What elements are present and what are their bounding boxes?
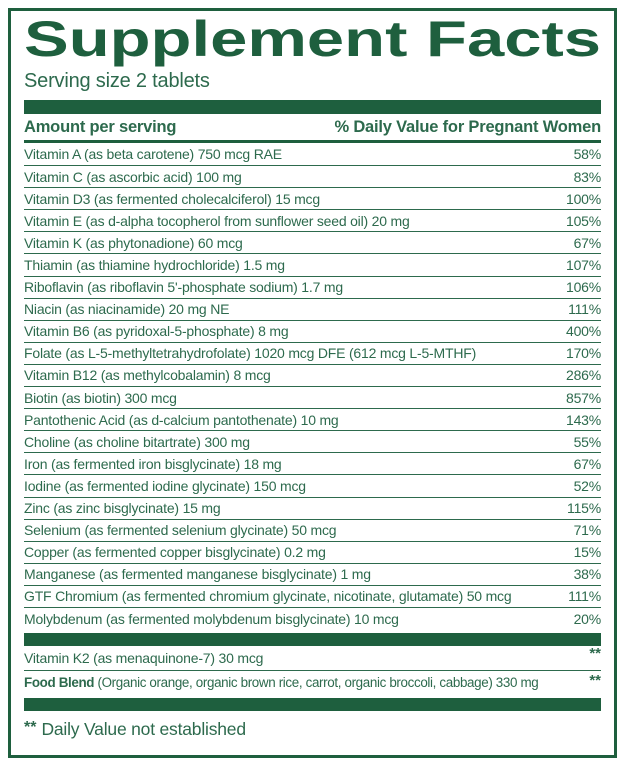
food-blend-label: Food Blend	[24, 675, 95, 691]
nutrient-name: Thiamin (as thiamine hydrochloride) 1.5 mg	[24, 257, 285, 274]
table-row	[24, 563, 601, 585]
nutrient-daily-value: 111%	[568, 588, 601, 605]
table-row	[24, 497, 601, 519]
table-row	[24, 320, 601, 342]
nutrient-name: Riboflavin (as riboflavin 5'-phosphate sodium) 1.7 mg	[24, 279, 343, 296]
nutrient-name: Vitamin B6 (as pyridoxal-5-phosphate) 8 mg	[24, 323, 289, 340]
nutrient-daily-value: 67%	[573, 455, 601, 472]
nutrient-name: Vitamin B12 (as methylcobalamin) 8 mcg	[24, 367, 271, 384]
nutrient-name: Iron (as fermented iron bisglycinate) 18 mg	[24, 455, 282, 472]
table-column-headers	[24, 114, 601, 143]
section-divider-bar-middle	[24, 633, 601, 646]
nutrient-name: Choline (as choline bitartrate) 300 mg	[24, 433, 250, 450]
nutrient-daily-value: 58%	[573, 146, 601, 163]
footnote-text: Daily Value not established	[41, 718, 246, 739]
nutrient-name: Vitamin E (as d-alpha tocopherol from sunflower seed oil) 20 mg	[24, 212, 410, 229]
nutrient-name: Pantothenic Acid (as d-calcium pantothenate) 10 mg	[24, 411, 339, 428]
nutrient-daily-value: 100%	[565, 190, 601, 207]
nutrient-daily-value: 71%	[573, 522, 601, 539]
nutrient-name: Vitamin D3 (as fermented cholecalciferol) 15 mcg	[24, 190, 320, 207]
nutrient-name: Vitamin K2 (as menaquinone-7) 30 mcg	[24, 650, 264, 667]
table-row	[24, 187, 601, 209]
table-row	[24, 430, 601, 452]
nutrient-daily-value: 115%	[567, 500, 601, 517]
table-row	[24, 585, 601, 607]
nutrient-name: Folate (as L-5-methyltetrahydrofolate) 1020 mcg DFE (612 mcg L-5-MTHF)	[24, 345, 477, 362]
nutrient-daily-value: 20%	[573, 610, 601, 627]
table-row	[24, 607, 601, 629]
nutrient-daily-value: **	[589, 672, 601, 690]
nutrient-daily-value: 857%	[565, 389, 601, 406]
nutrient-daily-value: 400%	[565, 323, 601, 340]
nutrient-daily-value: 107%	[565, 257, 601, 274]
facts-table	[24, 143, 601, 629]
table-row	[24, 165, 601, 187]
nutrient-daily-value: 105%	[565, 212, 601, 229]
column-header-daily-value: % Daily Value for Pregnant Women	[334, 118, 601, 136]
table-row	[24, 298, 601, 320]
daily-value-footnote	[24, 711, 601, 740]
nutrient-daily-value: 111%	[568, 301, 601, 318]
table-row	[24, 342, 601, 364]
column-header-amount: Amount per serving	[24, 118, 177, 136]
nutrient-name: Niacin (as niacinamide) 20 mg NE	[24, 301, 230, 318]
table-row	[24, 276, 601, 298]
nutrient-daily-value: 170%	[565, 345, 601, 362]
nutrient-name: Vitamin C (as ascorbic acid) 100 mg	[24, 168, 242, 185]
nutrient-daily-value: 67%	[573, 234, 601, 251]
nutrient-name: Vitamin A (as beta carotene) 750 mcg RAE	[24, 146, 282, 163]
section-divider-bar-top	[24, 100, 601, 114]
nutrient-name: Iodine (as fermented iodine glycinate) 150 mcg	[24, 477, 306, 494]
table-row-food-blend	[24, 670, 601, 695]
nutrient-daily-value: 55%	[573, 433, 601, 450]
nutrient-daily-value: 83%	[573, 168, 601, 185]
nutrient-daily-value: 15%	[573, 544, 601, 561]
table-row	[24, 209, 601, 231]
nutrient-name: Biotin (as biotin) 300 mcg	[24, 389, 177, 406]
nutrient-name: Molybdenum (as fermented molybdenum bisglycinate) 10 mcg	[24, 610, 399, 627]
table-row	[24, 541, 601, 563]
nutrient-daily-value: 286%	[565, 367, 601, 384]
nutrient-name: Vitamin K (as phytonadione) 60 mcg	[24, 234, 243, 251]
food-blend-ingredients: (Organic orange, organic brown rice, carrot, organic broccoli, cabbage) 330 mg	[94, 675, 539, 691]
footnote-marker: **	[24, 718, 37, 736]
table-row	[24, 519, 601, 541]
nutrient-daily-value: **	[589, 645, 601, 663]
nutrient-name: Selenium (as fermented selenium glycinate) 50 mcg	[24, 522, 337, 539]
table-row-vitamin-k2	[24, 646, 601, 670]
nutrient-name: Zinc (as zinc bisglycinate) 15 mg	[24, 500, 221, 517]
supplement-facts-panel	[8, 8, 617, 758]
table-row	[24, 253, 601, 275]
nutrient-daily-value: 106%	[565, 279, 601, 296]
nutrient-daily-value: 143%	[565, 411, 601, 428]
table-row	[24, 452, 601, 474]
table-row	[24, 143, 601, 165]
nutrient-daily-value: 38%	[573, 566, 601, 583]
table-row	[24, 474, 601, 496]
panel-title: Supplement Facts	[24, 11, 602, 67]
table-row	[24, 408, 601, 430]
table-row	[24, 386, 601, 408]
nutrient-daily-value: 52%	[573, 477, 601, 494]
section-divider-bar-bottom	[24, 698, 601, 711]
table-row	[24, 364, 601, 386]
serving-size: Serving size 2 tablets	[24, 70, 210, 92]
nutrient-name: Manganese (as fermented manganese bisglycinate) 1 mg	[24, 566, 371, 583]
nutrient-name: Copper (as fermented copper bisglycinate) 0.2 mg	[24, 544, 326, 561]
table-row	[24, 231, 601, 253]
nutrient-name	[24, 675, 538, 690]
nutrient-name: GTF Chromium (as fermented chromium glycinate, nicotinate, glutamate) 50 mcg	[24, 588, 512, 605]
